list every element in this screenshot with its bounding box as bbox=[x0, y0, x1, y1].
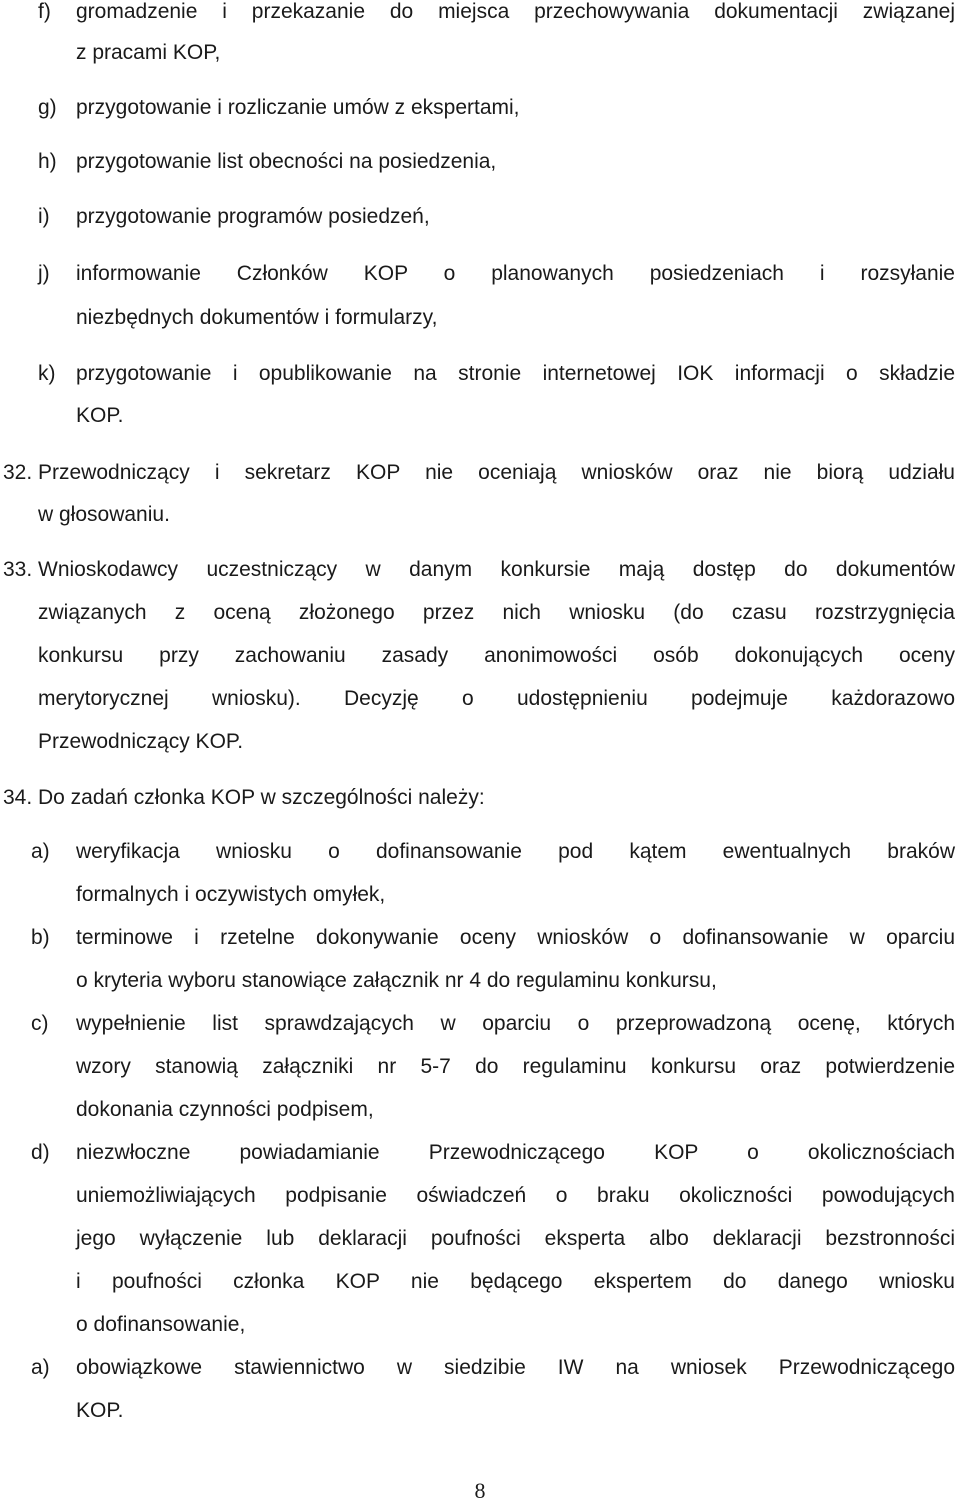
list-item-text: KOP. bbox=[76, 404, 124, 427]
paragraph-text: w głosowaniu. bbox=[38, 503, 170, 526]
list-item-text: jego wyłączenie lub deklaracji poufności eksperta albo deklaracji bezstronności bbox=[76, 1227, 955, 1250]
list-item-text: przygotowanie programów posiedzeń, bbox=[76, 205, 430, 228]
paragraph-text: Przewodniczący i sekretarz KOP nie oceniają wniosków oraz nie biorą udziału bbox=[38, 461, 955, 484]
list-item-label: a) bbox=[31, 840, 50, 863]
list-item-text: gromadzenie i przekazanie do miejsca przechowywania dokumentacji związanej bbox=[76, 0, 955, 23]
list-item-label: k) bbox=[38, 362, 56, 385]
list-item-text: z pracami KOP, bbox=[76, 41, 221, 64]
paragraph-text: związanych z oceną złożonego przez nich wniosku (do czasu rozstrzygnięcia bbox=[38, 601, 955, 624]
list-item-text: formalnych i oczywistych omyłek, bbox=[76, 883, 386, 906]
list-item-text: przygotowanie i rozliczanie umów z ekspertami, bbox=[76, 96, 520, 119]
list-item-text: wzory stanowią załączniki nr 5-7 do regulaminu konkursu oraz potwierdzenie bbox=[76, 1055, 955, 1078]
paragraph-text: konkursu przy zachowaniu zasady anonimowości osób dokonujących oceny bbox=[38, 644, 955, 667]
list-item-text: o kryteria wyboru stanowiące załącznik nr 4 do regulaminu konkursu, bbox=[76, 969, 717, 992]
page-number: 8 bbox=[474, 1478, 486, 1503]
paragraph-number: 34. bbox=[3, 786, 33, 809]
paragraph-number: 33. bbox=[3, 558, 33, 581]
list-item-label: i) bbox=[38, 205, 50, 228]
list-item-label: b) bbox=[31, 926, 50, 949]
list-item-label: g) bbox=[38, 96, 57, 119]
paragraph-text: merytorycznej wniosku). Decyzję o udostępnieniu podejmuje każdorazowo bbox=[38, 687, 955, 710]
list-item-text: informowanie Członków KOP o planowanych posiedzeniach i rozsyłanie bbox=[76, 262, 955, 285]
list-item-text: wypełnienie list sprawdzających w oparciu o przeprowadzoną ocenę, których bbox=[76, 1012, 955, 1035]
list-item-text: przygotowanie list obecności na posiedzenia, bbox=[76, 150, 497, 173]
list-item-text: weryfikacja wniosku o dofinansowanie pod kątem ewentualnych braków bbox=[76, 840, 955, 863]
list-item-label: c) bbox=[31, 1012, 49, 1035]
list-item-text: uniemożliwiających podpisanie oświadczeń o braku okoliczności powodujących bbox=[76, 1184, 955, 1207]
list-item-label: j) bbox=[38, 262, 50, 285]
list-item-text: terminowe i rzetelne dokonywanie oceny wniosków o dofinansowanie w oparciu bbox=[76, 926, 955, 949]
list-item-text: obowiązkowe stawiennictwo w siedzibie IW na wniosek Przewodniczącego bbox=[76, 1356, 955, 1379]
paragraph-number: 32. bbox=[3, 461, 33, 484]
list-item-text: i poufności członka KOP nie będącego ekspertem do danego wniosku bbox=[76, 1270, 955, 1293]
paragraph-text: Przewodniczący KOP. bbox=[38, 730, 244, 753]
list-item-label: f) bbox=[38, 0, 51, 23]
list-item-label: d) bbox=[31, 1141, 50, 1164]
list-item-text: o dofinansowanie, bbox=[76, 1313, 246, 1336]
list-item-text: przygotowanie i opublikowanie na stronie internetowej IOK informacji o składzie bbox=[76, 362, 955, 385]
paragraph-text: Wnioskodawcy uczestniczący w danym konkursie mają dostęp do dokumentów bbox=[38, 558, 955, 581]
list-item-text: dokonania czynności podpisem, bbox=[76, 1098, 374, 1121]
list-item-text: niezwłoczne powiadamianie Przewodniczącego KOP o okolicznościach bbox=[76, 1141, 955, 1164]
paragraph-text: Do zadań członka KOP w szczególności należy: bbox=[38, 786, 485, 809]
list-item-text: niezbędnych dokumentów i formularzy, bbox=[76, 306, 438, 329]
list-item-label: a) bbox=[31, 1356, 50, 1379]
list-item-text: KOP. bbox=[76, 1399, 124, 1422]
list-item-label: h) bbox=[38, 150, 57, 173]
